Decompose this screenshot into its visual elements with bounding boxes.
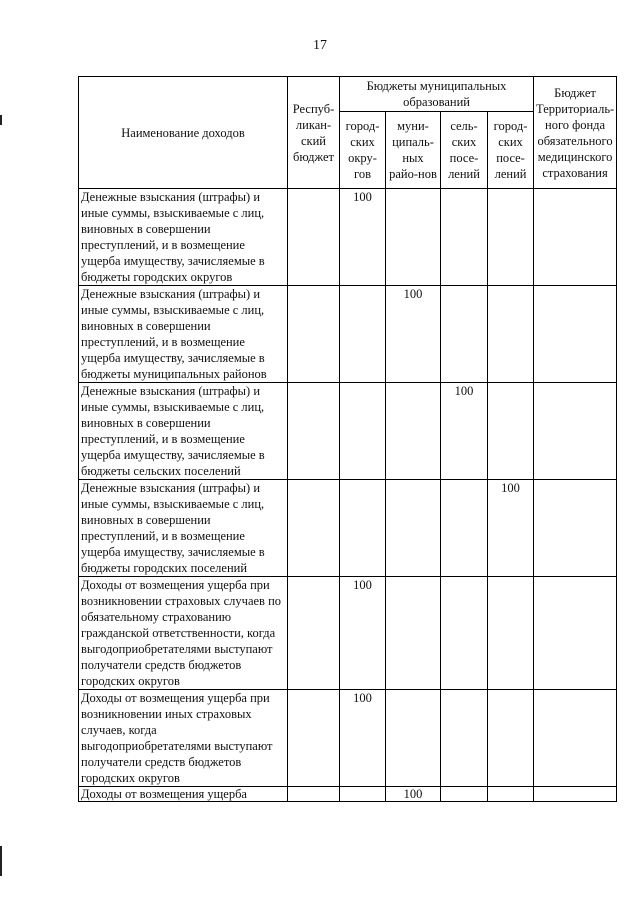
table-row [79,480,617,577]
urban-settlements-value-cell [488,286,534,383]
revenue-name-cell: Доходы от возмещения ущерба [79,787,288,802]
municipal-districts-value-cell [386,480,441,577]
header-municipal-budgets: Бюджеты муниципальных образований [340,77,534,112]
header-municipal-districts: муни-ципаль-ных райо-нов [386,112,441,189]
header-territorial-fund-budget: Бюджет Территориаль-ного фонда обязательного медицинского страхования [534,77,617,189]
revenue-distribution-table [78,76,617,802]
urban-settlements-value-cell: 100 [488,480,534,577]
rural-settlements-value-cell: 100 [441,383,488,480]
republic-value-cell [288,383,340,480]
table-row [79,690,617,787]
city-districts-value-cell: 100 [340,577,386,690]
republic-value-cell [288,286,340,383]
header-city-districts: город-ских окру-гов [340,112,386,189]
municipal-districts-value-cell [386,577,441,690]
republic-value-cell [288,480,340,577]
revenue-name-cell: Денежные взыскания (штрафы) и иные суммы, взыскиваемые с лиц, виновных в совершении преступлений, и в возмещение ущерба имуществу, зачисляемые в бюджеты городских поселений [79,480,288,577]
territorial-fund-value-cell [534,286,617,383]
rural-settlements-value-cell [441,189,488,286]
table-row [79,383,617,480]
rural-settlements-value-cell [441,690,488,787]
revenue-name-cell: Денежные взыскания (штрафы) и иные суммы, взыскиваемые с лиц, виновных в совершении преступлений, и в возмещение ущерба имуществу, зачисляемые в бюджеты городских округов [79,189,288,286]
rural-settlements-value-cell [441,286,488,383]
rural-settlements-value-cell [441,480,488,577]
rural-settlements-value-cell [441,577,488,690]
scan-edge-mark [0,846,2,876]
municipal-districts-value-cell: 100 [386,286,441,383]
page-number: 17 [313,38,327,53]
revenue-name-cell: Денежные взыскания (штрафы) и иные суммы, взыскиваемые с лиц, виновных в совершении преступлений, и в возмещение ущерба имуществу, зачисляемые в бюджеты сельских поселений [79,383,288,480]
municipal-districts-value-cell [386,189,441,286]
table-row [79,189,617,286]
territorial-fund-value-cell [534,787,617,802]
urban-settlements-value-cell [488,383,534,480]
urban-settlements-value-cell [488,690,534,787]
header-rural-settlements: сель-ских посе-лений [441,112,488,189]
republic-value-cell [288,690,340,787]
urban-settlements-value-cell [488,189,534,286]
city-districts-value-cell [340,480,386,577]
territorial-fund-value-cell [534,189,617,286]
territorial-fund-value-cell [534,690,617,787]
header-revenue-name: Наименование доходов [79,77,288,189]
revenue-name-cell: Денежные взыскания (штрафы) и иные суммы, взыскиваемые с лиц, виновных в совершении преступлений, и в возмещение ущерба имуществу, зачисляемые в бюджеты муниципальных районов [79,286,288,383]
city-districts-value-cell [340,787,386,802]
urban-settlements-value-cell [488,577,534,690]
rural-settlements-value-cell [441,787,488,802]
territorial-fund-value-cell [534,577,617,690]
scan-edge-mark [0,115,2,125]
municipal-districts-value-cell [386,383,441,480]
municipal-districts-value-cell: 100 [386,787,441,802]
city-districts-value-cell: 100 [340,189,386,286]
header-urban-settlements: город-ских посе-лений [488,112,534,189]
municipal-districts-value-cell [386,690,441,787]
city-districts-value-cell: 100 [340,690,386,787]
republic-value-cell [288,787,340,802]
revenue-name-cell: Доходы от возмещения ущерба при возникновении страховых случаев по обязательному страхованию гражданской ответственности, когда выгодоприобретателями выступают получатели средств бюджетов городских округов [79,577,288,690]
revenue-name-cell: Доходы от возмещения ущерба при возникновении иных страховых случаев, когда выгодоприобретателями выступают получатели средств бюджетов городских округов [79,690,288,787]
urban-settlements-value-cell [488,787,534,802]
table-row [79,577,617,690]
territorial-fund-value-cell [534,383,617,480]
city-districts-value-cell [340,286,386,383]
table-row [79,286,617,383]
territorial-fund-value-cell [534,480,617,577]
republic-value-cell [288,189,340,286]
table-row [79,787,617,802]
city-districts-value-cell [340,383,386,480]
republic-value-cell [288,577,340,690]
header-republic-budget: Респуб-ликан-ский бюджет [288,77,340,189]
